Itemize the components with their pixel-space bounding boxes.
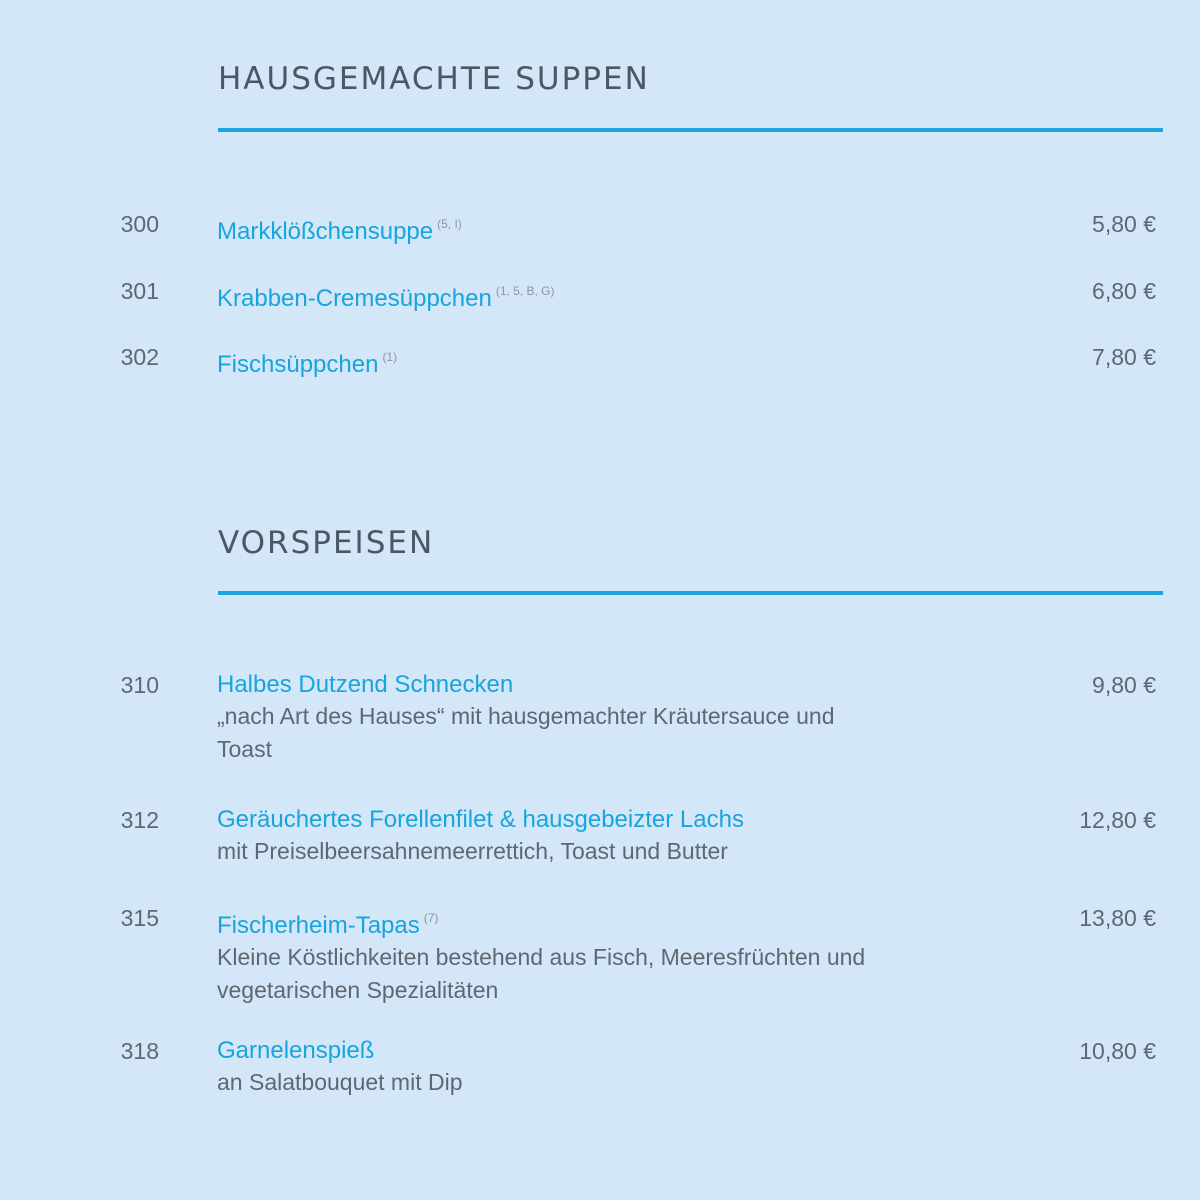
item-description: mit Preiselbeersahnemeerrettich, Toast und Butter bbox=[217, 838, 728, 864]
item-allergens: (1) bbox=[382, 350, 398, 364]
item-price: 12,80 € bbox=[1079, 807, 1156, 833]
item-name-row bbox=[217, 276, 877, 314]
item-number: 312 bbox=[120, 807, 159, 833]
section-divider-starters bbox=[218, 591, 1163, 595]
item-body bbox=[217, 276, 877, 314]
item-name-row bbox=[217, 903, 877, 941]
item-number: 310 bbox=[120, 672, 159, 698]
item-price: 7,80 € bbox=[1092, 344, 1156, 370]
item-name: Fischerheim-Tapas bbox=[217, 912, 420, 939]
item-price: 5,80 € bbox=[1092, 211, 1156, 237]
item-number: 315 bbox=[120, 905, 159, 931]
item-name-row bbox=[217, 209, 877, 247]
item-number: 300 bbox=[120, 211, 159, 237]
item-description: Kleine Köstlichkeiten bestehend aus Fisch, Meeresfrüchten und vegetarischen Spezialitäten bbox=[217, 944, 866, 1003]
item-price: 9,80 € bbox=[1092, 672, 1156, 698]
item-number: 302 bbox=[120, 344, 159, 370]
item-name: Markklößchensuppe bbox=[217, 218, 434, 245]
item-description: an Salatbouquet mit Dip bbox=[217, 1069, 463, 1095]
item-body bbox=[217, 805, 877, 868]
section-title-soups: HAUSGEMACHTE SUPPEN bbox=[218, 61, 650, 97]
item-allergens: (5, I) bbox=[437, 217, 462, 231]
item-name-row bbox=[217, 342, 877, 380]
item-number: 301 bbox=[120, 278, 159, 304]
item-allergens: (7) bbox=[423, 911, 439, 925]
section-divider-soups bbox=[218, 128, 1163, 132]
item-description: „nach Art des Hauses“ mit hausgemachter Kräutersauce und Toast bbox=[217, 703, 835, 762]
item-price: 13,80 € bbox=[1079, 905, 1156, 931]
item-name: Krabben-Cremesüppchen bbox=[217, 285, 492, 312]
item-body bbox=[217, 209, 877, 247]
item-body bbox=[217, 903, 877, 1007]
item-body bbox=[217, 342, 877, 380]
item-name: Geräuchertes Forellenfilet & hausgebeizter Lachs bbox=[217, 806, 744, 833]
item-number: 318 bbox=[120, 1038, 159, 1064]
item-body bbox=[217, 670, 877, 766]
item-allergens: (1, 5, B, G) bbox=[495, 284, 555, 298]
item-name: Halbes Dutzend Schnecken bbox=[217, 671, 514, 698]
item-price: 6,80 € bbox=[1092, 278, 1156, 304]
item-name: Fischsüppchen bbox=[217, 351, 379, 378]
section-title-starters: VORSPEISEN bbox=[218, 525, 435, 561]
item-price: 10,80 € bbox=[1079, 1038, 1156, 1064]
item-body bbox=[217, 1036, 877, 1099]
item-name: Garnelenspieß bbox=[217, 1037, 375, 1064]
